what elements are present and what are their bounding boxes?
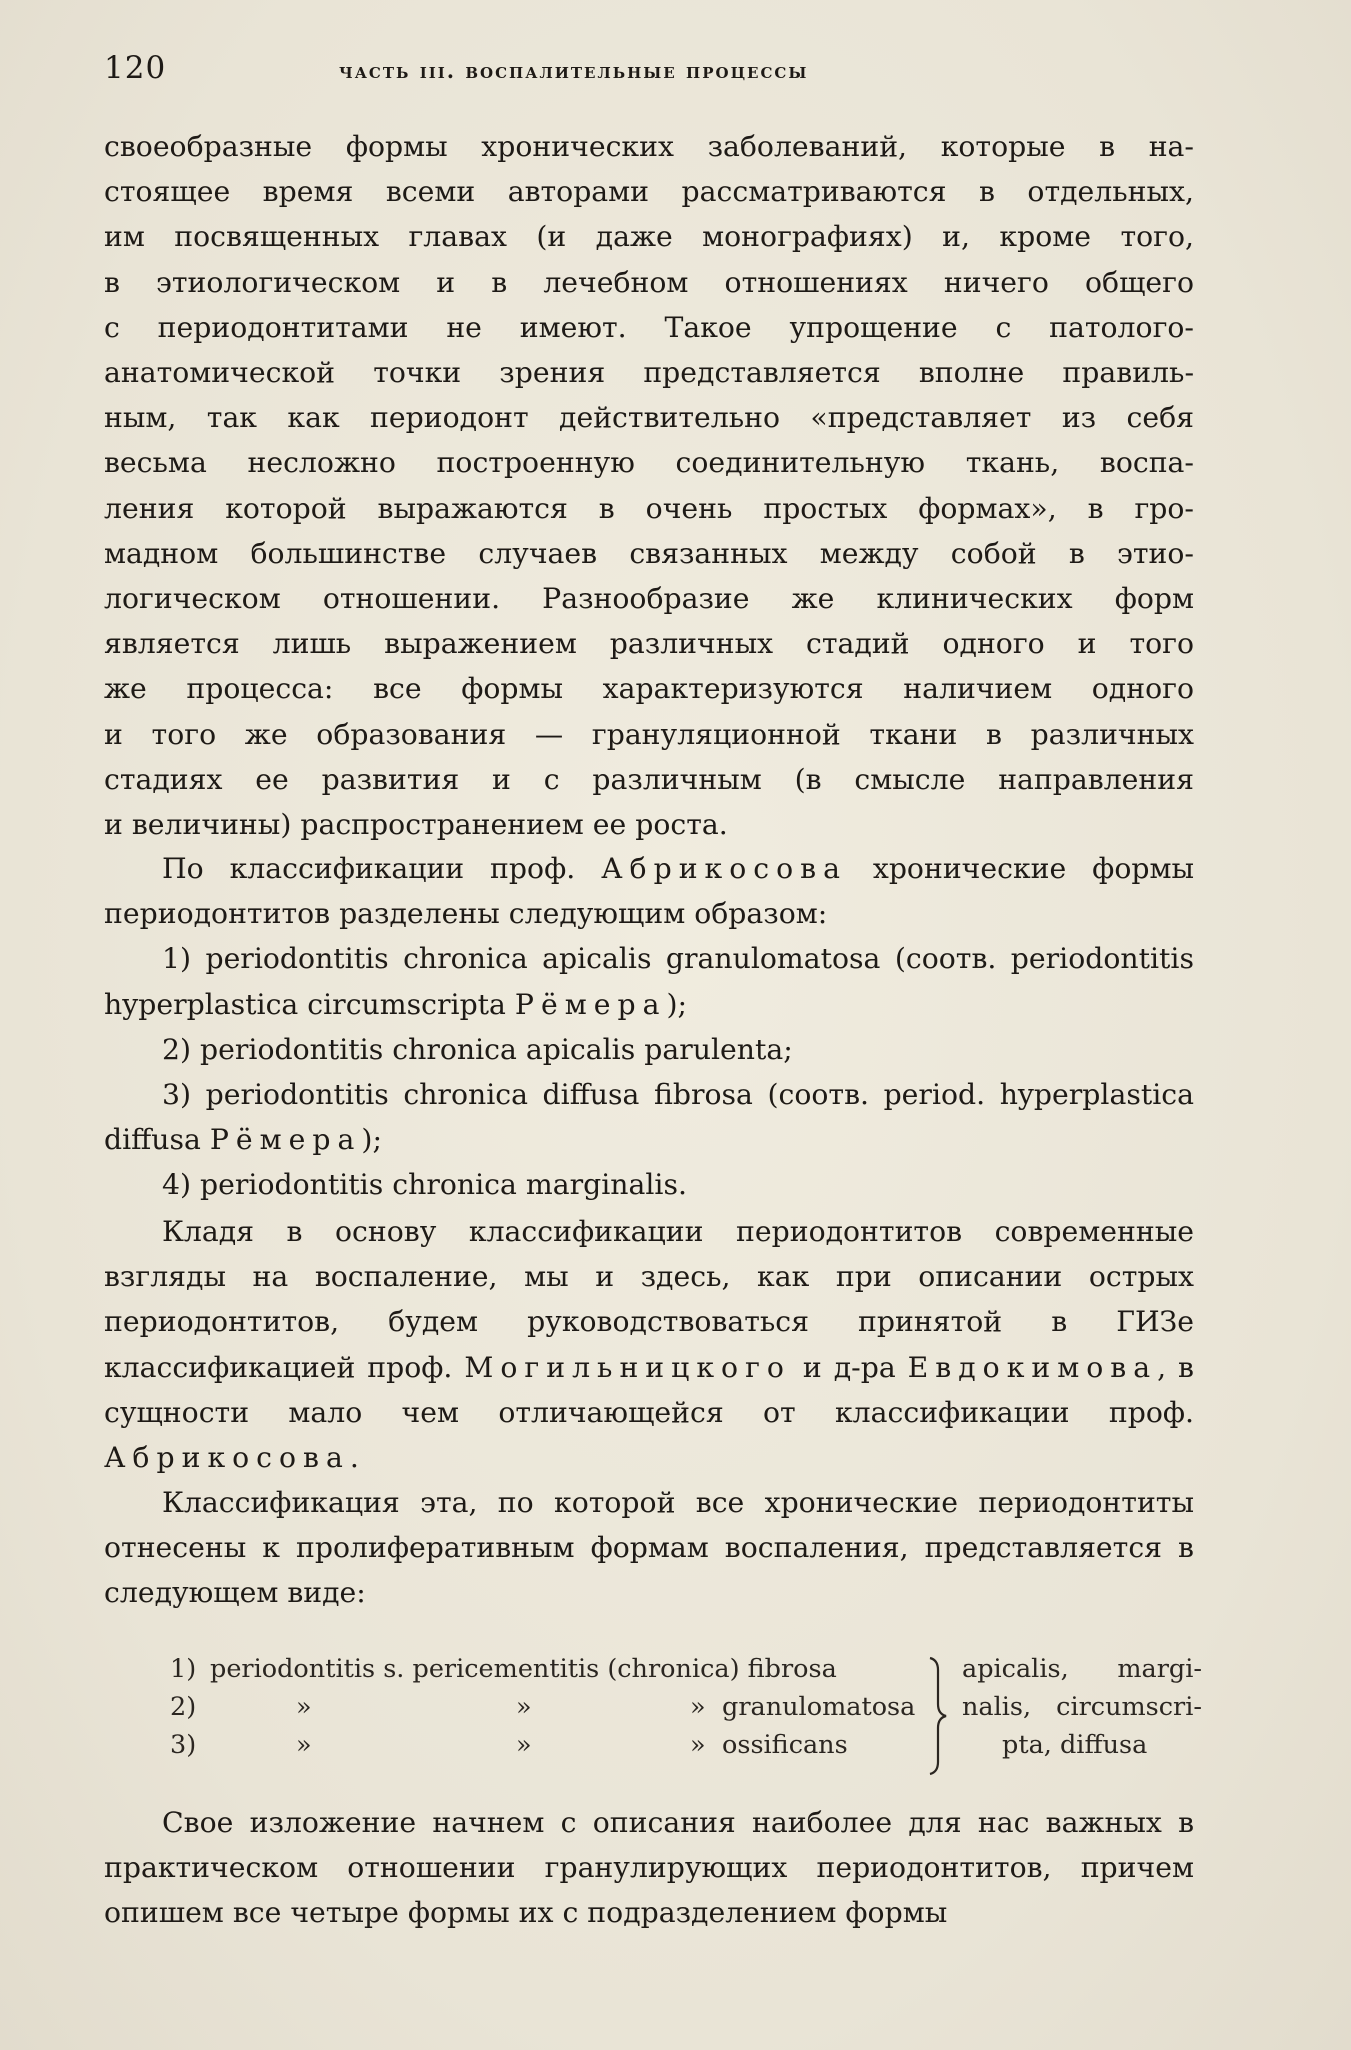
- text-run: , в сущности мало чем отличающейся от классификации проф.: [104, 1350, 1194, 1429]
- text-line: своеобразные формы хронических заболеваний, которые в на-: [104, 130, 1194, 163]
- text-run: 3) periodontitis chronica diffusa fibrosa (соотв. period. hyperplastica diffusa: [104, 1078, 1194, 1157]
- text-line: в этиологическом и в лечебном отношениях ничего общего: [104, 265, 1194, 299]
- text-line: мадном большинстве случаев связанных между собой в этио-: [104, 536, 1194, 570]
- text-line: ным, так как периодонт действительно «представляет из себя: [104, 401, 1194, 435]
- row-number: 2): [170, 1692, 197, 1722]
- classification-table: [104, 1650, 1204, 1780]
- text-line: анатомической точки зрения представляется вполне правиль-: [104, 356, 1194, 390]
- author-name: Абрикосова: [601, 852, 847, 885]
- curly-brace-icon: [924, 1656, 954, 1776]
- paragraph-intro: [104, 846, 1194, 936]
- paragraph-exposition: [104, 1800, 1194, 1936]
- page-number: 120: [104, 50, 167, 86]
- ditto-mark: »: [516, 1730, 532, 1760]
- running-head: часть iii. воспалительные процессы: [339, 58, 809, 83]
- text-run: и д-ра: [790, 1350, 908, 1384]
- text-run: );: [666, 987, 688, 1021]
- row-number: 3): [170, 1730, 197, 1760]
- row-number: 1): [170, 1654, 197, 1684]
- paragraph-text: [104, 124, 1194, 847]
- author-name: Абрикосова: [104, 1441, 350, 1475]
- list-item: 4) periodontitis chronica marginalis.: [162, 1168, 687, 1202]
- text-line: весьма несложно построенную соединительную ткань, воспа-: [104, 446, 1194, 480]
- text-line: стадиях ее развития и с различным (в смысле направления: [104, 762, 1194, 796]
- list-item: [104, 1072, 1194, 1162]
- ditto-mark: »: [516, 1692, 532, 1722]
- paragraph-continued: [104, 124, 1194, 847]
- ditto-mark: »: [690, 1730, 706, 1760]
- text-run: хронические формы периодонтитов разделены следующим образом:: [104, 852, 1194, 931]
- text-run: Кладя в основу классификации периодонтитов современные взгляды на воспаление, мы и здесь, как при описании острых периодонтитов, будем руководствоваться принятой в ГИЗе классификацией проф.: [104, 1215, 1194, 1384]
- row-form: granulomatosa: [722, 1692, 916, 1722]
- locations-line: pta, diffusa: [1002, 1730, 1148, 1760]
- paragraph-text: [104, 1209, 1194, 1480]
- paragraph-classification-gize: [104, 1209, 1194, 1480]
- text-run: По классификации проф.: [162, 852, 602, 885]
- ditto-mark: »: [690, 1692, 706, 1722]
- paragraph-text: Свое изложение начнем с описания наиболее для нас важных в практическом отношении гранулирующих периодонтитов, причем опишем все четыре формы их с подразделением формы: [104, 1806, 1194, 1930]
- ditto-mark: »: [296, 1692, 312, 1722]
- author-name: Могильницкого: [464, 1350, 791, 1384]
- paragraph-classification-intro: [104, 1480, 1194, 1616]
- page-header: [104, 50, 1199, 90]
- text-line: им посвященных главах (и даже монографиях) и, кроме того,: [104, 220, 1194, 254]
- text-line: ления которой выражаются в очень простых формах», в гро-: [104, 491, 1194, 525]
- list-item: [104, 936, 1194, 1026]
- text-run: 1) periodontitis chronica apicalis granulomatosa (соотв. periodontitis hyperplastica circumscripta: [104, 942, 1194, 1021]
- text-run: );: [361, 1123, 382, 1157]
- list-item: 2) periodontitis chronica apicalis parulenta;: [162, 1032, 793, 1066]
- row-form: ossificans: [722, 1730, 848, 1760]
- text-line: и величины) распространением ее роста.: [104, 808, 728, 842]
- text-line: является лишь выражением различных стадий одного и того: [104, 627, 1194, 661]
- author-name: Рёмера: [514, 987, 667, 1021]
- text-line: с периодонтитами не имеют. Такое упрощение с патолого-: [104, 310, 1194, 344]
- locations-line: nalis, circumscri-: [962, 1692, 1202, 1722]
- ditto-mark: »: [296, 1730, 312, 1760]
- text-line: и того же образования — грануляционной ткани в различных: [104, 717, 1194, 751]
- author-name: Евдокимова: [907, 1350, 1158, 1384]
- author-name: Рёмера: [209, 1123, 362, 1157]
- paragraph-classification-abrikosov: [104, 846, 1194, 1208]
- text-line: логическом отношении. Разнообразие же клинических форм: [104, 582, 1194, 616]
- text-run: .: [349, 1441, 359, 1475]
- locations-line: apicalis, margi-: [962, 1654, 1202, 1684]
- classification-locations: [962, 1650, 1202, 1764]
- text-line: же процесса: все формы характеризуются наличием одного: [104, 672, 1194, 706]
- row-form: periodontitis s. pericementitis (chronica) fibrosa: [210, 1654, 837, 1684]
- text-line: стоящее время всеми авторами рассматриваются в отдельных,: [104, 175, 1194, 209]
- paragraph-text: Классификация эта, по которой все хронические периодонтиты отнесены к пролиферативным формам воспаления, представляется в следующем виде:: [104, 1486, 1194, 1610]
